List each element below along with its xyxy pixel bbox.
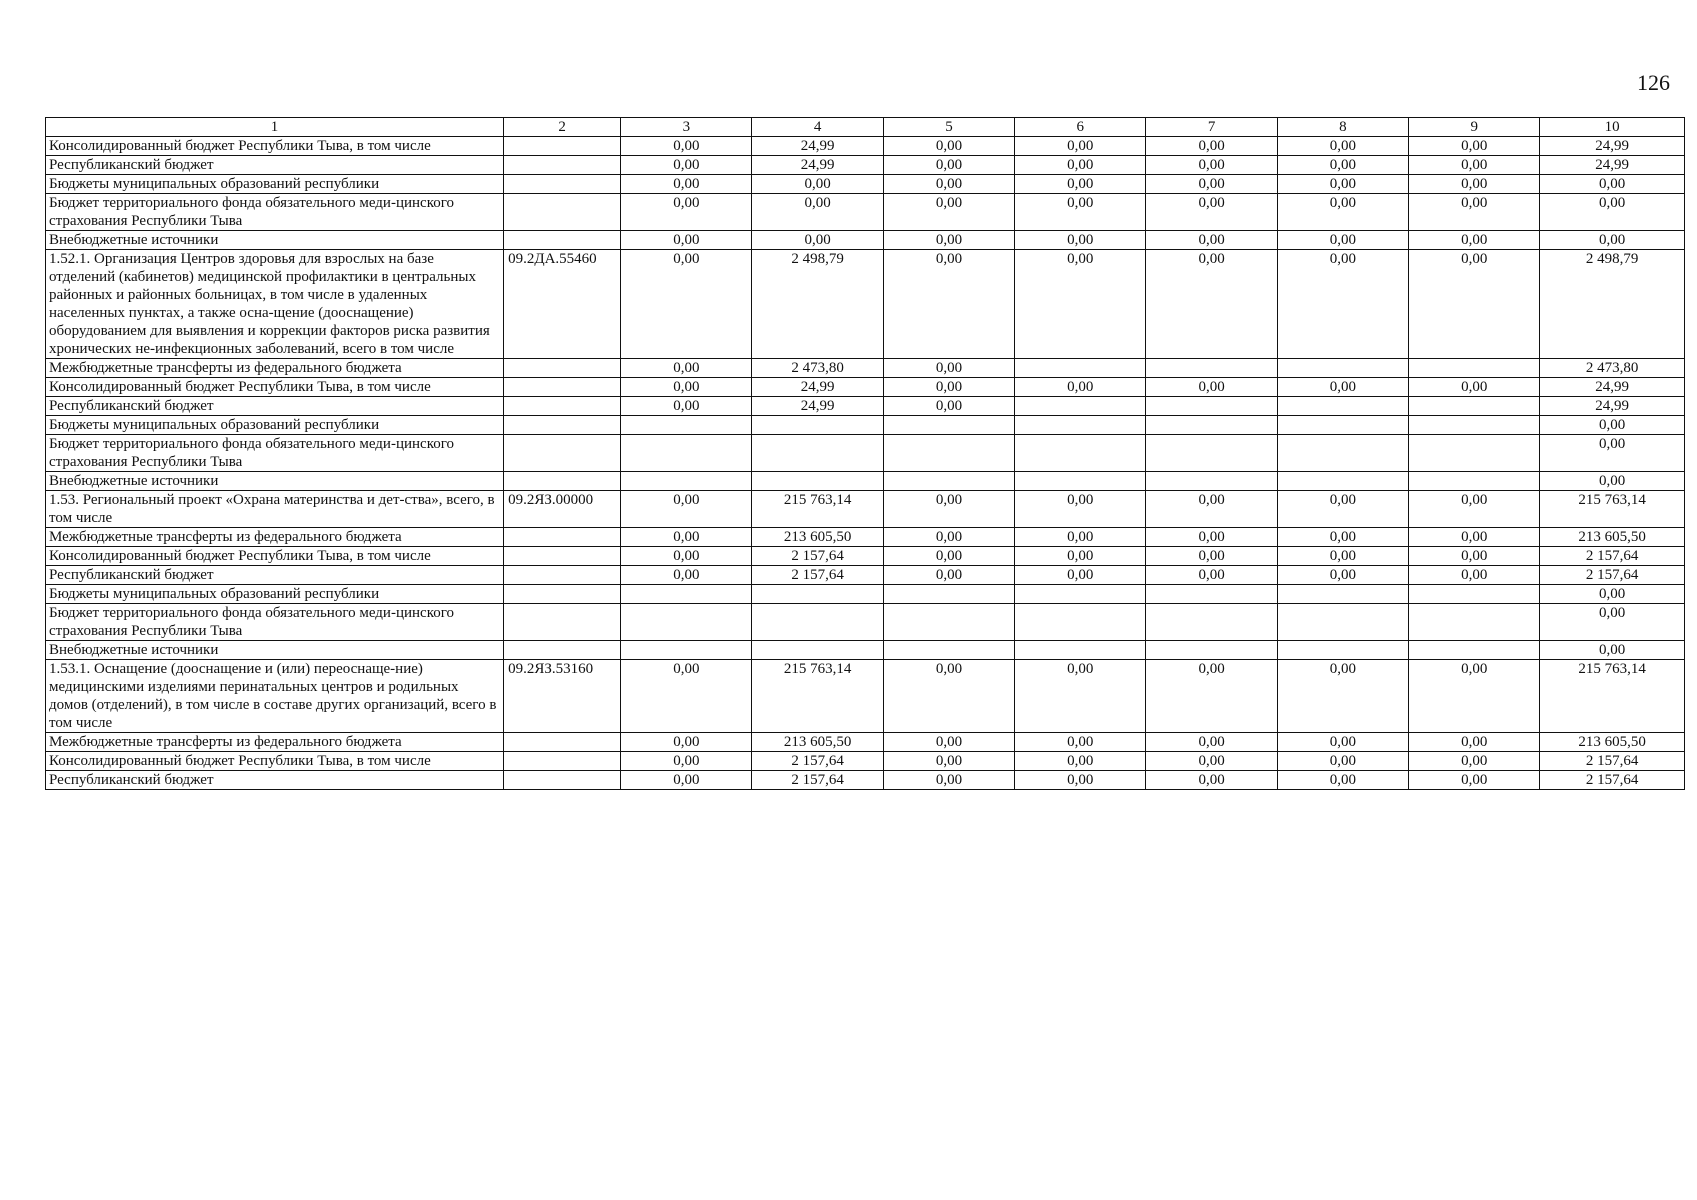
value-cell-col-8: 0,00 xyxy=(1277,528,1408,547)
value-cell-col-10: 213 605,50 xyxy=(1540,733,1685,752)
column-number-header-row xyxy=(46,118,1685,137)
value-cell-col-5 xyxy=(883,585,1014,604)
budget-code xyxy=(504,528,621,547)
value-cell-col-5: 0,00 xyxy=(883,660,1014,733)
row-label: Межбюджетные трансферты из федерального бюджета xyxy=(46,359,504,378)
value-cell-col-8: 0,00 xyxy=(1277,547,1408,566)
row-label: Республиканский бюджет xyxy=(46,771,504,790)
value-cell-col-10: 0,00 xyxy=(1540,416,1685,435)
value-cell-col-5 xyxy=(883,604,1014,641)
column-header-10: 10 xyxy=(1540,118,1685,137)
value-cell-col-6: 0,00 xyxy=(1015,771,1146,790)
budget-code: 09.2ДА.55460 xyxy=(504,250,621,359)
value-cell-col-4: 2 157,64 xyxy=(752,771,883,790)
table-row xyxy=(46,194,1685,231)
row-label: Консолидированный бюджет Республики Тыва, в том числе xyxy=(46,547,504,566)
value-cell-col-7 xyxy=(1146,472,1277,491)
value-cell-col-3 xyxy=(621,416,752,435)
value-cell-col-5: 0,00 xyxy=(883,156,1014,175)
row-label: Консолидированный бюджет Республики Тыва, в том числе xyxy=(46,137,504,156)
table-row xyxy=(46,604,1685,641)
value-cell-col-9: 0,00 xyxy=(1409,547,1540,566)
value-cell-col-10: 2 498,79 xyxy=(1540,250,1685,359)
value-cell-col-4: 2 473,80 xyxy=(752,359,883,378)
value-cell-col-5 xyxy=(883,472,1014,491)
value-cell-col-7: 0,00 xyxy=(1146,231,1277,250)
column-header-4: 4 xyxy=(752,118,883,137)
value-cell-col-3: 0,00 xyxy=(621,137,752,156)
value-cell-col-4: 213 605,50 xyxy=(752,733,883,752)
value-cell-col-9: 0,00 xyxy=(1409,660,1540,733)
row-label: Бюджеты муниципальных образований республики xyxy=(46,416,504,435)
value-cell-col-3 xyxy=(621,585,752,604)
value-cell-col-6 xyxy=(1015,397,1146,416)
page-number: 126 xyxy=(1637,70,1670,95)
value-cell-col-10: 0,00 xyxy=(1540,604,1685,641)
value-cell-col-10: 2 473,80 xyxy=(1540,359,1685,378)
value-cell-col-6: 0,00 xyxy=(1015,156,1146,175)
value-cell-col-5 xyxy=(883,641,1014,660)
budget-code xyxy=(504,585,621,604)
budget-code xyxy=(504,378,621,397)
budget-code xyxy=(504,194,621,231)
value-cell-col-6 xyxy=(1015,359,1146,378)
value-cell-col-7 xyxy=(1146,435,1277,472)
value-cell-col-3: 0,00 xyxy=(621,156,752,175)
value-cell-col-10: 24,99 xyxy=(1540,378,1685,397)
value-cell-col-8: 0,00 xyxy=(1277,250,1408,359)
value-cell-col-3: 0,00 xyxy=(621,771,752,790)
value-cell-col-5: 0,00 xyxy=(883,359,1014,378)
value-cell-col-10: 215 763,14 xyxy=(1540,491,1685,528)
value-cell-col-3: 0,00 xyxy=(621,378,752,397)
table-row xyxy=(46,416,1685,435)
table-row xyxy=(46,231,1685,250)
row-label: Республиканский бюджет xyxy=(46,156,504,175)
column-header-7: 7 xyxy=(1146,118,1277,137)
value-cell-col-9: 0,00 xyxy=(1409,733,1540,752)
value-cell-col-5: 0,00 xyxy=(883,194,1014,231)
value-cell-col-4 xyxy=(752,604,883,641)
table-row xyxy=(46,585,1685,604)
value-cell-col-4: 213 605,50 xyxy=(752,528,883,547)
value-cell-col-7: 0,00 xyxy=(1146,137,1277,156)
value-cell-col-5: 0,00 xyxy=(883,231,1014,250)
value-cell-col-8 xyxy=(1277,359,1408,378)
value-cell-col-6: 0,00 xyxy=(1015,231,1146,250)
budget-code xyxy=(504,604,621,641)
column-header-2: 2 xyxy=(504,118,621,137)
value-cell-col-10: 0,00 xyxy=(1540,194,1685,231)
value-cell-col-7 xyxy=(1146,359,1277,378)
value-cell-col-6 xyxy=(1015,641,1146,660)
value-cell-col-5: 0,00 xyxy=(883,752,1014,771)
value-cell-col-9 xyxy=(1409,641,1540,660)
value-cell-col-6: 0,00 xyxy=(1015,660,1146,733)
value-cell-col-7: 0,00 xyxy=(1146,528,1277,547)
value-cell-col-7: 0,00 xyxy=(1146,194,1277,231)
row-label: Бюджеты муниципальных образований республики xyxy=(46,585,504,604)
row-label: Республиканский бюджет xyxy=(46,566,504,585)
value-cell-col-3: 0,00 xyxy=(621,231,752,250)
budget-code: 09.2ЯЗ.00000 xyxy=(504,491,621,528)
row-label: Внебюджетные источники xyxy=(46,641,504,660)
value-cell-col-9: 0,00 xyxy=(1409,194,1540,231)
budget-code xyxy=(504,156,621,175)
value-cell-col-9: 0,00 xyxy=(1409,231,1540,250)
value-cell-col-7 xyxy=(1146,416,1277,435)
value-cell-col-10: 0,00 xyxy=(1540,435,1685,472)
value-cell-col-9 xyxy=(1409,359,1540,378)
value-cell-col-9 xyxy=(1409,585,1540,604)
table-row xyxy=(46,660,1685,733)
table-row xyxy=(46,528,1685,547)
value-cell-col-5: 0,00 xyxy=(883,397,1014,416)
value-cell-col-4 xyxy=(752,416,883,435)
column-header-8: 8 xyxy=(1277,118,1408,137)
value-cell-col-6: 0,00 xyxy=(1015,194,1146,231)
value-cell-col-7: 0,00 xyxy=(1146,378,1277,397)
value-cell-col-10: 24,99 xyxy=(1540,156,1685,175)
value-cell-col-10: 0,00 xyxy=(1540,641,1685,660)
budget-code xyxy=(504,752,621,771)
value-cell-col-8 xyxy=(1277,604,1408,641)
value-cell-col-9: 0,00 xyxy=(1409,566,1540,585)
value-cell-col-10: 2 157,64 xyxy=(1540,566,1685,585)
table-row xyxy=(46,752,1685,771)
value-cell-col-8 xyxy=(1277,435,1408,472)
table-row xyxy=(46,472,1685,491)
value-cell-col-7: 0,00 xyxy=(1146,566,1277,585)
budget-code xyxy=(504,547,621,566)
value-cell-col-6: 0,00 xyxy=(1015,491,1146,528)
value-cell-col-4: 2 157,64 xyxy=(752,752,883,771)
budget-code xyxy=(504,771,621,790)
value-cell-col-6 xyxy=(1015,585,1146,604)
value-cell-col-8: 0,00 xyxy=(1277,491,1408,528)
value-cell-col-4: 2 157,64 xyxy=(752,566,883,585)
value-cell-col-6: 0,00 xyxy=(1015,378,1146,397)
value-cell-col-8: 0,00 xyxy=(1277,660,1408,733)
value-cell-col-3: 0,00 xyxy=(621,660,752,733)
row-label: Межбюджетные трансферты из федерального бюджета xyxy=(46,733,504,752)
value-cell-col-3: 0,00 xyxy=(621,491,752,528)
value-cell-col-7: 0,00 xyxy=(1146,771,1277,790)
row-label: Бюджеты муниципальных образований республики xyxy=(46,175,504,194)
row-label: Бюджет территориального фонда обязательного меди-цинского страхования Республики Тыва xyxy=(46,604,504,641)
value-cell-col-5: 0,00 xyxy=(883,378,1014,397)
budget-code xyxy=(504,359,621,378)
value-cell-col-10: 0,00 xyxy=(1540,585,1685,604)
value-cell-col-6: 0,00 xyxy=(1015,547,1146,566)
table-row xyxy=(46,378,1685,397)
row-label: Бюджет территориального фонда обязательного меди-цинского страхования Республики Тыва xyxy=(46,194,504,231)
value-cell-col-4: 0,00 xyxy=(752,231,883,250)
value-cell-col-4: 24,99 xyxy=(752,137,883,156)
value-cell-col-9 xyxy=(1409,397,1540,416)
budget-code xyxy=(504,435,621,472)
value-cell-col-10: 0,00 xyxy=(1540,472,1685,491)
value-cell-col-10: 24,99 xyxy=(1540,137,1685,156)
table-row xyxy=(46,491,1685,528)
budget-code xyxy=(504,416,621,435)
value-cell-col-4: 0,00 xyxy=(752,194,883,231)
table-row xyxy=(46,397,1685,416)
value-cell-col-9: 0,00 xyxy=(1409,752,1540,771)
value-cell-col-8: 0,00 xyxy=(1277,752,1408,771)
value-cell-col-7 xyxy=(1146,585,1277,604)
value-cell-col-7: 0,00 xyxy=(1146,491,1277,528)
value-cell-col-8 xyxy=(1277,472,1408,491)
value-cell-col-5: 0,00 xyxy=(883,175,1014,194)
value-cell-col-10: 215 763,14 xyxy=(1540,660,1685,733)
row-label: Межбюджетные трансферты из федерального бюджета xyxy=(46,528,504,547)
value-cell-col-6: 0,00 xyxy=(1015,566,1146,585)
table-row xyxy=(46,641,1685,660)
value-cell-col-5 xyxy=(883,416,1014,435)
table-row xyxy=(46,359,1685,378)
value-cell-col-8 xyxy=(1277,397,1408,416)
value-cell-col-8: 0,00 xyxy=(1277,733,1408,752)
table-row xyxy=(46,156,1685,175)
value-cell-col-5 xyxy=(883,435,1014,472)
value-cell-col-6: 0,00 xyxy=(1015,175,1146,194)
value-cell-col-5: 0,00 xyxy=(883,547,1014,566)
value-cell-col-3: 0,00 xyxy=(621,397,752,416)
value-cell-col-3 xyxy=(621,641,752,660)
value-cell-col-10: 2 157,64 xyxy=(1540,752,1685,771)
budget-code xyxy=(504,137,621,156)
budget-code xyxy=(504,397,621,416)
value-cell-col-4 xyxy=(752,641,883,660)
budget-code xyxy=(504,472,621,491)
budget-code xyxy=(504,566,621,585)
value-cell-col-4: 24,99 xyxy=(752,378,883,397)
row-label: 1.53.1. Оснащение (дооснащение и (или) переоснаще-ние) медицинскими изделиями перинатальных центров и родильных домов (отделений), в том числе в составе других организаций, всего в том числе xyxy=(46,660,504,733)
value-cell-col-3: 0,00 xyxy=(621,528,752,547)
value-cell-col-9 xyxy=(1409,604,1540,641)
value-cell-col-4: 2 157,64 xyxy=(752,547,883,566)
value-cell-col-6: 0,00 xyxy=(1015,752,1146,771)
value-cell-col-7: 0,00 xyxy=(1146,250,1277,359)
budget-code: 09.2ЯЗ.53160 xyxy=(504,660,621,733)
table-row xyxy=(46,733,1685,752)
value-cell-col-4: 24,99 xyxy=(752,156,883,175)
table-row xyxy=(46,566,1685,585)
value-cell-col-10: 2 157,64 xyxy=(1540,547,1685,566)
value-cell-col-5: 0,00 xyxy=(883,491,1014,528)
column-header-6: 6 xyxy=(1015,118,1146,137)
value-cell-col-3: 0,00 xyxy=(621,733,752,752)
value-cell-col-3: 0,00 xyxy=(621,194,752,231)
value-cell-col-7: 0,00 xyxy=(1146,156,1277,175)
budget-code xyxy=(504,231,621,250)
value-cell-col-8: 0,00 xyxy=(1277,137,1408,156)
budget-code xyxy=(504,175,621,194)
value-cell-col-4 xyxy=(752,585,883,604)
row-label: 1.52.1. Организация Центров здоровья для взрослых на базе отделений (кабинетов) медицинской профилактики в центральных районных и районных больницах, в том числе в удаленных населенных пунктах, а также осна-щение (дооснащение) оборудованием для выявления и коррекции факторов риска развития хронических не-инфекционных заболеваний, всего в том числе xyxy=(46,250,504,359)
value-cell-col-6 xyxy=(1015,435,1146,472)
value-cell-col-8: 0,00 xyxy=(1277,194,1408,231)
value-cell-col-8: 0,00 xyxy=(1277,771,1408,790)
value-cell-col-9: 0,00 xyxy=(1409,156,1540,175)
value-cell-col-6 xyxy=(1015,472,1146,491)
value-cell-col-10: 213 605,50 xyxy=(1540,528,1685,547)
value-cell-col-3 xyxy=(621,435,752,472)
value-cell-col-6: 0,00 xyxy=(1015,250,1146,359)
value-cell-col-8: 0,00 xyxy=(1277,175,1408,194)
column-header-5: 5 xyxy=(883,118,1014,137)
value-cell-col-8: 0,00 xyxy=(1277,566,1408,585)
value-cell-col-7: 0,00 xyxy=(1146,752,1277,771)
value-cell-col-9: 0,00 xyxy=(1409,491,1540,528)
table-row xyxy=(46,771,1685,790)
table-row xyxy=(46,435,1685,472)
value-cell-col-7 xyxy=(1146,397,1277,416)
value-cell-col-4 xyxy=(752,472,883,491)
value-cell-col-5: 0,00 xyxy=(883,528,1014,547)
table-row xyxy=(46,250,1685,359)
row-label: Консолидированный бюджет Республики Тыва, в том числе xyxy=(46,752,504,771)
value-cell-col-3: 0,00 xyxy=(621,359,752,378)
row-label: Внебюджетные источники xyxy=(46,231,504,250)
value-cell-col-7: 0,00 xyxy=(1146,175,1277,194)
value-cell-col-10: 0,00 xyxy=(1540,231,1685,250)
value-cell-col-4: 215 763,14 xyxy=(752,660,883,733)
value-cell-col-8 xyxy=(1277,416,1408,435)
value-cell-col-9: 0,00 xyxy=(1409,137,1540,156)
column-header-1: 1 xyxy=(46,118,504,137)
value-cell-col-4: 0,00 xyxy=(752,175,883,194)
value-cell-col-7: 0,00 xyxy=(1146,660,1277,733)
value-cell-col-3: 0,00 xyxy=(621,250,752,359)
value-cell-col-7 xyxy=(1146,641,1277,660)
value-cell-col-9: 0,00 xyxy=(1409,771,1540,790)
budget-code xyxy=(504,733,621,752)
value-cell-col-9 xyxy=(1409,435,1540,472)
value-cell-col-4: 215 763,14 xyxy=(752,491,883,528)
column-header-9: 9 xyxy=(1409,118,1540,137)
value-cell-col-9 xyxy=(1409,416,1540,435)
value-cell-col-6 xyxy=(1015,604,1146,641)
value-cell-col-4 xyxy=(752,435,883,472)
value-cell-col-3: 0,00 xyxy=(621,566,752,585)
column-header-3: 3 xyxy=(621,118,752,137)
value-cell-col-5: 0,00 xyxy=(883,137,1014,156)
value-cell-col-4: 2 498,79 xyxy=(752,250,883,359)
value-cell-col-9: 0,00 xyxy=(1409,528,1540,547)
table-row xyxy=(46,137,1685,156)
value-cell-col-9 xyxy=(1409,472,1540,491)
value-cell-col-8 xyxy=(1277,585,1408,604)
value-cell-col-6 xyxy=(1015,416,1146,435)
value-cell-col-7: 0,00 xyxy=(1146,547,1277,566)
value-cell-col-6: 0,00 xyxy=(1015,137,1146,156)
value-cell-col-5: 0,00 xyxy=(883,771,1014,790)
value-cell-col-3 xyxy=(621,604,752,641)
row-label: Внебюджетные источники xyxy=(46,472,504,491)
value-cell-col-3: 0,00 xyxy=(621,175,752,194)
value-cell-col-8: 0,00 xyxy=(1277,231,1408,250)
value-cell-col-6: 0,00 xyxy=(1015,733,1146,752)
value-cell-col-3: 0,00 xyxy=(621,547,752,566)
table-body xyxy=(46,137,1685,790)
value-cell-col-8: 0,00 xyxy=(1277,156,1408,175)
value-cell-col-10: 0,00 xyxy=(1540,175,1685,194)
row-label: 1.53. Региональный проект «Охрана материнства и дет-ства», всего, в том числе xyxy=(46,491,504,528)
budget-code xyxy=(504,641,621,660)
value-cell-col-5: 0,00 xyxy=(883,250,1014,359)
row-label: Республиканский бюджет xyxy=(46,397,504,416)
value-cell-col-7 xyxy=(1146,604,1277,641)
budget-table xyxy=(45,117,1685,790)
value-cell-col-8 xyxy=(1277,641,1408,660)
value-cell-col-7: 0,00 xyxy=(1146,733,1277,752)
value-cell-col-3: 0,00 xyxy=(621,752,752,771)
row-label: Бюджет территориального фонда обязательного меди-цинского страхования Республики Тыва xyxy=(46,435,504,472)
value-cell-col-10: 2 157,64 xyxy=(1540,771,1685,790)
value-cell-col-9: 0,00 xyxy=(1409,175,1540,194)
table-row xyxy=(46,175,1685,194)
value-cell-col-9: 0,00 xyxy=(1409,250,1540,359)
table-row xyxy=(46,547,1685,566)
value-cell-col-10: 24,99 xyxy=(1540,397,1685,416)
value-cell-col-4: 24,99 xyxy=(752,397,883,416)
value-cell-col-6: 0,00 xyxy=(1015,528,1146,547)
value-cell-col-3 xyxy=(621,472,752,491)
row-label: Консолидированный бюджет Республики Тыва, в том числе xyxy=(46,378,504,397)
value-cell-col-5: 0,00 xyxy=(883,733,1014,752)
value-cell-col-5: 0,00 xyxy=(883,566,1014,585)
value-cell-col-9: 0,00 xyxy=(1409,378,1540,397)
value-cell-col-8: 0,00 xyxy=(1277,378,1408,397)
